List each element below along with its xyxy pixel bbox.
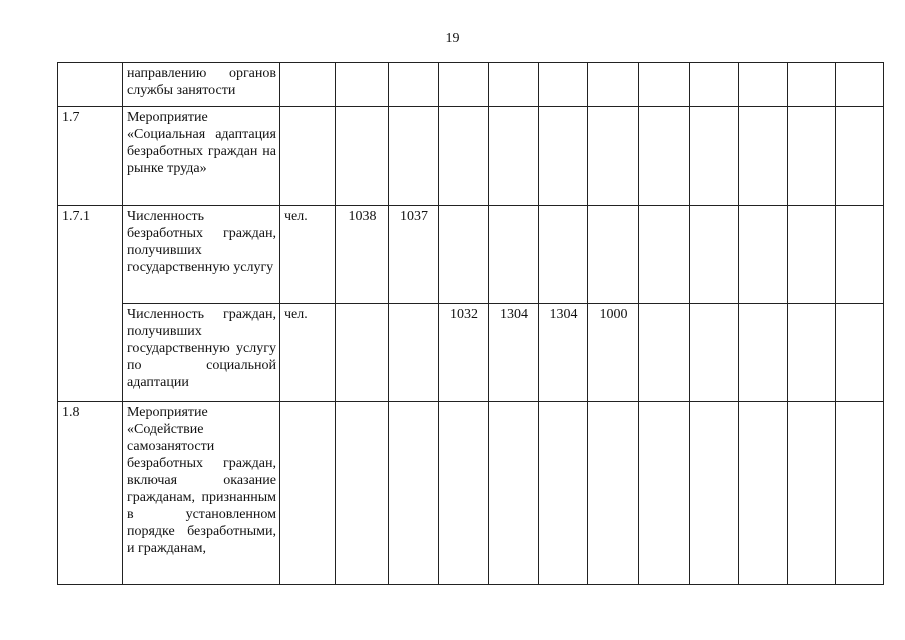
indicator-table — [57, 62, 884, 585]
value-cell — [836, 402, 884, 585]
unit-cell: чел. — [280, 206, 336, 304]
row-number: 1.7 — [58, 107, 123, 206]
value-cell — [389, 402, 439, 585]
value-cell — [836, 63, 884, 107]
value-cell — [439, 107, 489, 206]
value-cell — [489, 63, 539, 107]
table-row — [58, 206, 884, 304]
value-cell: 1032 — [439, 304, 489, 402]
value-cell — [788, 402, 836, 585]
unit-cell — [280, 402, 336, 585]
value-cell — [788, 206, 836, 304]
value-cell — [836, 107, 884, 206]
value-cell — [836, 206, 884, 304]
indicator-name: Мероприятие «Содействие самозанятости безработных граждан, включая оказание гражданам, признанным в установленном порядке безработными, и гражданам, — [123, 402, 280, 585]
value-cell — [739, 107, 788, 206]
value-cell — [336, 63, 389, 107]
row-number: 1.8 — [58, 402, 123, 585]
value-cell — [639, 107, 690, 206]
value-cell — [739, 206, 788, 304]
value-cell — [788, 107, 836, 206]
value-cell — [539, 402, 588, 585]
value-cell — [588, 402, 639, 585]
indicator-name: направлению органов службы занятости — [123, 63, 280, 107]
value-cell — [690, 206, 739, 304]
value-cell — [690, 107, 739, 206]
value-cell — [336, 402, 389, 585]
unit-cell — [280, 107, 336, 206]
table-row — [58, 402, 884, 585]
indicator-name: Мероприятие «Социальная адаптация безработных граждан на рынке труда» — [123, 107, 280, 206]
value-cell — [639, 304, 690, 402]
value-cell — [439, 402, 489, 585]
value-cell — [739, 63, 788, 107]
value-cell — [639, 402, 690, 585]
value-cell — [439, 206, 489, 304]
value-cell — [690, 63, 739, 107]
page-number: 19 — [445, 31, 460, 46]
value-cell: 1304 — [539, 304, 588, 402]
row-number: 1.7.1 — [58, 206, 123, 402]
value-cell — [336, 304, 389, 402]
value-cell — [588, 107, 639, 206]
value-cell — [588, 63, 639, 107]
value-cell — [739, 402, 788, 585]
row-number — [58, 63, 123, 107]
value-cell: 1038 — [336, 206, 389, 304]
value-cell — [489, 402, 539, 585]
value-cell — [489, 107, 539, 206]
value-cell — [389, 63, 439, 107]
table-row — [58, 63, 884, 107]
value-cell — [639, 206, 690, 304]
value-cell — [588, 206, 639, 304]
value-cell — [389, 107, 439, 206]
value-cell — [539, 63, 588, 107]
value-cell — [539, 206, 588, 304]
value-cell: 1037 — [389, 206, 439, 304]
value-cell: 1304 — [489, 304, 539, 402]
value-cell — [788, 63, 836, 107]
value-cell — [439, 63, 489, 107]
value-cell — [788, 304, 836, 402]
table-row — [58, 304, 884, 402]
value-cell — [539, 107, 588, 206]
unit-cell — [280, 63, 336, 107]
indicator-name: Численность безработных граждан, получивших государственную услугу — [123, 206, 280, 304]
table-row — [58, 107, 884, 206]
value-cell — [739, 304, 788, 402]
value-cell — [690, 402, 739, 585]
value-cell: 1000 — [588, 304, 639, 402]
value-cell — [389, 304, 439, 402]
indicator-name: Численность граждан, получивших государственную услугу по социальной адаптации — [123, 304, 280, 402]
unit-cell: чел. — [280, 304, 336, 402]
value-cell — [336, 107, 389, 206]
value-cell — [690, 304, 739, 402]
value-cell — [639, 63, 690, 107]
value-cell — [836, 304, 884, 402]
value-cell — [489, 206, 539, 304]
